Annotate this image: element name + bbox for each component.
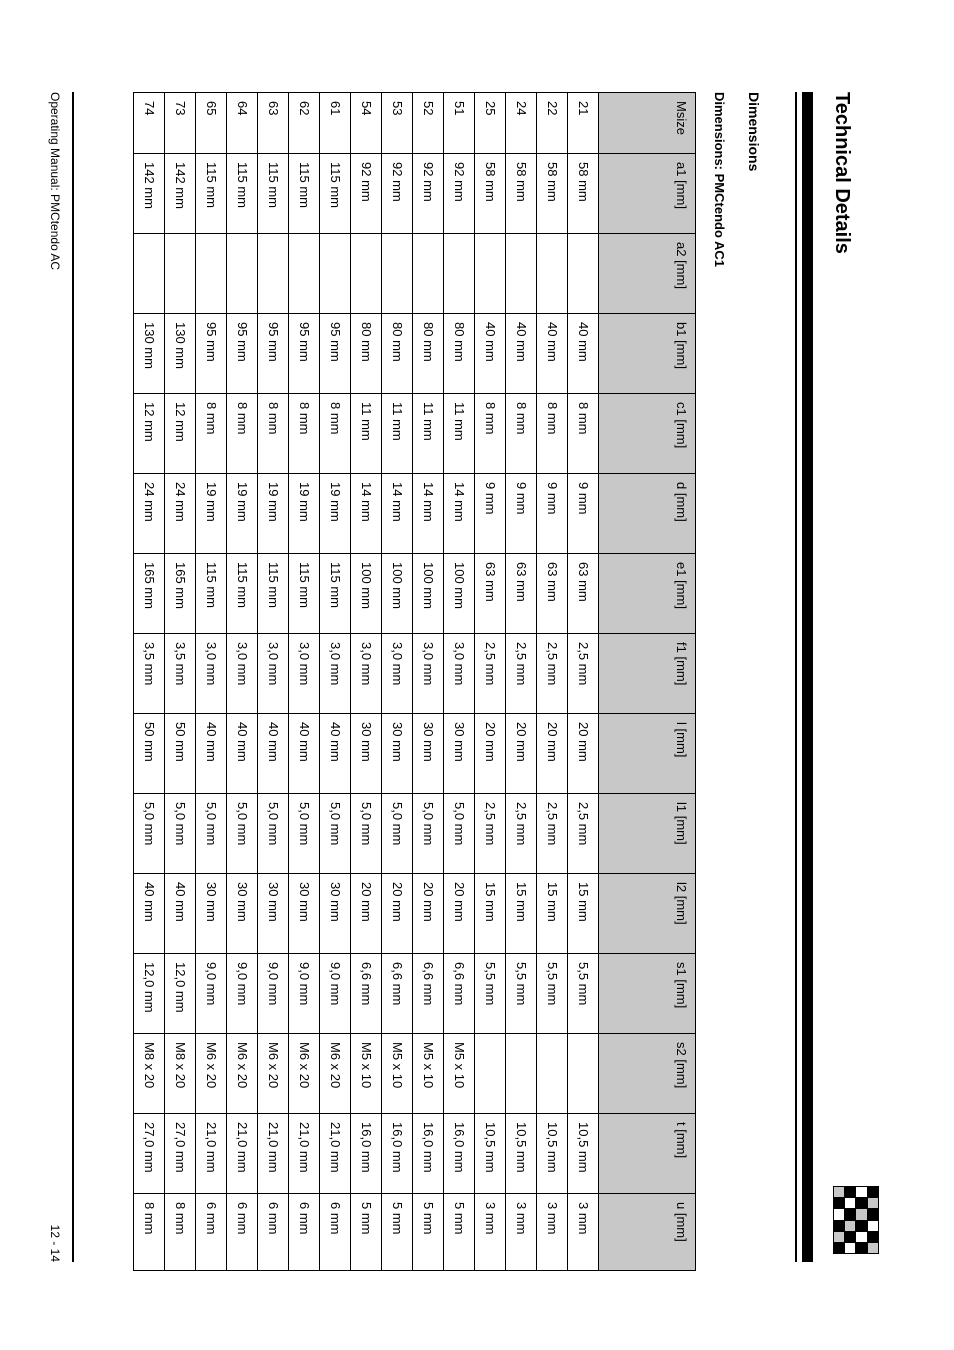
table-cell: 5 mm [444, 1194, 475, 1271]
table-row [320, 93, 351, 1271]
table-cell: 24 mm [165, 474, 196, 554]
brand-logo-icon [833, 1186, 879, 1254]
table-cell: 3 mm [475, 1194, 506, 1271]
table-cell: 5,0 mm [444, 794, 475, 874]
table-cell: 20 mm [444, 874, 475, 954]
table-cell: M6 x 20 [289, 1034, 320, 1114]
column-header: s1 [mm] [599, 954, 696, 1034]
table-cell: 8 mm [289, 394, 320, 474]
table-cell [568, 1034, 599, 1114]
table-cell: M6 x 20 [258, 1034, 289, 1114]
table-cell: 63 mm [568, 554, 599, 634]
table-cell: 20 mm [568, 714, 599, 794]
table-cell: 30 mm [351, 714, 382, 794]
table-cell: M8 x 20 [165, 1034, 196, 1114]
table-cell: 14 mm [382, 474, 413, 554]
table-cell: 19 mm [196, 474, 227, 554]
table-cell: 92 mm [382, 154, 413, 234]
table-cell: 19 mm [258, 474, 289, 554]
table-cell: 6 mm [320, 1194, 351, 1271]
page-number: 12 - 14 [48, 1224, 62, 1262]
table-row [413, 93, 444, 1271]
table-cell: 30 mm [258, 874, 289, 954]
table-cell: 5 mm [382, 1194, 413, 1271]
table-cell: 8 mm [506, 394, 537, 474]
table-cell: 12 mm [165, 394, 196, 474]
column-header: b1 [mm] [599, 314, 696, 394]
table-cell: 92 mm [351, 154, 382, 234]
footer-rule [72, 92, 74, 1262]
table-cell: 6 mm [258, 1194, 289, 1271]
table-cell: 2,5 mm [537, 634, 568, 714]
table-cell: 40 mm [134, 874, 165, 954]
column-header: e1 [mm] [599, 554, 696, 634]
table-cell: 3,0 mm [289, 634, 320, 714]
table-row [289, 93, 320, 1271]
table-cell: 6,6 mm [444, 954, 475, 1034]
table-cell: 24 [506, 93, 537, 154]
table-cell: 21,0 mm [320, 1114, 351, 1194]
column-header: Msize [599, 93, 696, 154]
table-cell: 21,0 mm [258, 1114, 289, 1194]
table-cell: 95 mm [320, 314, 351, 394]
table-cell: 58 mm [506, 154, 537, 234]
table-cell: 21,0 mm [289, 1114, 320, 1194]
table-cell: 10,5 mm [506, 1114, 537, 1194]
table-row [165, 93, 196, 1271]
table-cell [444, 234, 475, 314]
table-cell: 115 mm [258, 554, 289, 634]
table-cell: 5 mm [351, 1194, 382, 1271]
table-cell: 9,0 mm [227, 954, 258, 1034]
table-cell: 8 mm [134, 1194, 165, 1271]
table-cell: 52 [413, 93, 444, 154]
table-cell: 3,0 mm [444, 634, 475, 714]
table-cell: 3 mm [568, 1194, 599, 1271]
table-cell: 8 mm [568, 394, 599, 474]
table-cell: 6 mm [196, 1194, 227, 1271]
table-cell: 115 mm [227, 154, 258, 234]
table-cell: 16,0 mm [351, 1114, 382, 1194]
table-cell: 8 mm [475, 394, 506, 474]
table-cell: 2,5 mm [537, 794, 568, 874]
table-cell: 5,0 mm [320, 794, 351, 874]
table-cell: 63 mm [506, 554, 537, 634]
table-row [351, 93, 382, 1271]
table-cell: 15 mm [475, 874, 506, 954]
table-cell: 10,5 mm [537, 1114, 568, 1194]
table-cell: 115 mm [196, 154, 227, 234]
table-cell: 15 mm [537, 874, 568, 954]
section-heading: Dimensions [746, 92, 762, 172]
table-cell: 50 mm [165, 714, 196, 794]
table-cell: 40 mm [320, 714, 351, 794]
table-cell: 100 mm [444, 554, 475, 634]
table-cell: 80 mm [382, 314, 413, 394]
table-cell [475, 234, 506, 314]
table-cell: 2,5 mm [506, 634, 537, 714]
table-cell: 142 mm [165, 154, 196, 234]
table-cell: M6 x 20 [227, 1034, 258, 1114]
table-cell: 100 mm [382, 554, 413, 634]
table-cell: 40 mm [475, 314, 506, 394]
table-cell: 8 mm [537, 394, 568, 474]
column-header: u [mm] [599, 1194, 696, 1271]
table-row [382, 93, 413, 1271]
table-cell: M5 x 10 [413, 1034, 444, 1114]
table-cell: M6 x 20 [196, 1034, 227, 1114]
table-cell: 95 mm [289, 314, 320, 394]
table-cell: 3,0 mm [351, 634, 382, 714]
table-cell: 19 mm [289, 474, 320, 554]
column-header: f1 [mm] [599, 634, 696, 714]
table-cell [506, 1034, 537, 1114]
table-cell: 11 mm [413, 394, 444, 474]
column-header: a1 [mm] [599, 154, 696, 234]
table-cell: 19 mm [320, 474, 351, 554]
table-cell: 11 mm [351, 394, 382, 474]
table-cell: 64 [227, 93, 258, 154]
table-cell: 3 mm [506, 1194, 537, 1271]
page-title: Technical Details [831, 92, 853, 254]
table-row [227, 93, 258, 1271]
table-cell: 19 mm [227, 474, 258, 554]
title-rule-thick [802, 92, 813, 1262]
table-cell: 3,0 mm [382, 634, 413, 714]
column-header: c1 [mm] [599, 394, 696, 474]
table-cell: 115 mm [320, 154, 351, 234]
table-cell [413, 234, 444, 314]
table-cell [196, 234, 227, 314]
column-header: s2 [mm] [599, 1034, 696, 1114]
table-cell: 40 mm [165, 874, 196, 954]
table-cell: 95 mm [258, 314, 289, 394]
table-cell: 5,5 mm [506, 954, 537, 1034]
table-cell: 115 mm [289, 554, 320, 634]
table-cell: M8 x 20 [134, 1034, 165, 1114]
table-cell: 12,0 mm [165, 954, 196, 1034]
table-cell: 25 [475, 93, 506, 154]
table-cell: 58 mm [475, 154, 506, 234]
table-cell: 6 mm [289, 1194, 320, 1271]
column-header: l2 [mm] [599, 874, 696, 954]
table-cell: 5,0 mm [165, 794, 196, 874]
table-cell: 3,0 mm [413, 634, 444, 714]
table-cell: 8 mm [258, 394, 289, 474]
table-cell: 3,0 mm [320, 634, 351, 714]
table-cell: 5,0 mm [413, 794, 444, 874]
table-cell: 6,6 mm [382, 954, 413, 1034]
table-cell: 16,0 mm [413, 1114, 444, 1194]
table-cell: 61 [320, 93, 351, 154]
table-cell: 130 mm [165, 314, 196, 394]
table-cell: 20 mm [537, 714, 568, 794]
table-cell: 2,5 mm [475, 634, 506, 714]
table-cell: 115 mm [320, 554, 351, 634]
table-cell: 63 mm [537, 554, 568, 634]
table-cell: 115 mm [196, 554, 227, 634]
table-cell: 5,0 mm [351, 794, 382, 874]
table-cell: 5,0 mm [258, 794, 289, 874]
table-cell [537, 1034, 568, 1114]
column-header: l [mm] [599, 714, 696, 794]
table-body [134, 93, 599, 1271]
table-cell [351, 234, 382, 314]
table-cell: 40 mm [227, 714, 258, 794]
table-cell: 51 [444, 93, 475, 154]
table-cell: 40 mm [568, 314, 599, 394]
table-cell: 3,0 mm [196, 634, 227, 714]
table-row [258, 93, 289, 1271]
table-cell: 3,0 mm [227, 634, 258, 714]
table-cell: 40 mm [196, 714, 227, 794]
table-cell: 54 [351, 93, 382, 154]
table-cell: 9,0 mm [320, 954, 351, 1034]
table-cell [258, 234, 289, 314]
table-cell: 15 mm [568, 874, 599, 954]
table-cell [475, 1034, 506, 1114]
table-cell: 40 mm [506, 314, 537, 394]
table-cell: 6 mm [227, 1194, 258, 1271]
table-cell [506, 234, 537, 314]
table-row [444, 93, 475, 1271]
table-cell: 30 mm [227, 874, 258, 954]
table-cell: 5,5 mm [537, 954, 568, 1034]
table-cell: 63 [258, 93, 289, 154]
table-cell: 142 mm [134, 154, 165, 234]
table-cell: 30 mm [382, 714, 413, 794]
table-cell: 20 mm [382, 874, 413, 954]
table-cell: 5 mm [413, 1194, 444, 1271]
table-cell: 165 mm [165, 554, 196, 634]
table-cell: 30 mm [196, 874, 227, 954]
table-cell: 11 mm [444, 394, 475, 474]
table-cell: 74 [134, 93, 165, 154]
table-cell: 100 mm [413, 554, 444, 634]
table-cell: 9 mm [506, 474, 537, 554]
table-cell: 50 mm [134, 714, 165, 794]
column-header: t [mm] [599, 1114, 696, 1194]
table-cell: M5 x 10 [351, 1034, 382, 1114]
table-cell: 165 mm [134, 554, 165, 634]
table-cell [382, 234, 413, 314]
table-cell: 5,0 mm [289, 794, 320, 874]
table-cell: 11 mm [382, 394, 413, 474]
table-cell: 21,0 mm [227, 1114, 258, 1194]
table-cell: 58 mm [568, 154, 599, 234]
table-cell: 30 mm [289, 874, 320, 954]
table-cell: 5,0 mm [382, 794, 413, 874]
table-cell: 80 mm [351, 314, 382, 394]
table-cell: 30 mm [444, 714, 475, 794]
table-cell: 10,5 mm [475, 1114, 506, 1194]
table-cell: 10,5 mm [568, 1114, 599, 1194]
table-cell: 40 mm [289, 714, 320, 794]
table-cell: 115 mm [227, 554, 258, 634]
table-cell: 62 [289, 93, 320, 154]
table-cell: 63 mm [475, 554, 506, 634]
table-cell: 65 [196, 93, 227, 154]
table-cell: 27,0 mm [134, 1114, 165, 1194]
table-cell [289, 234, 320, 314]
title-rule-thin [795, 92, 797, 1262]
table-cell: 6,6 mm [351, 954, 382, 1034]
table-row [475, 93, 506, 1271]
table-cell: 5,0 mm [134, 794, 165, 874]
column-header: d [mm] [599, 474, 696, 554]
table-cell: 12 mm [134, 394, 165, 474]
table-cell: 2,5 mm [568, 794, 599, 874]
table-cell: M5 x 10 [444, 1034, 475, 1114]
table-cell: 73 [165, 93, 196, 154]
table-cell: 9 mm [568, 474, 599, 554]
table-cell: 15 mm [506, 874, 537, 954]
table-cell: 21,0 mm [196, 1114, 227, 1194]
table-cell: 20 mm [506, 714, 537, 794]
table-row [506, 93, 537, 1271]
table-cell: 3,5 mm [165, 634, 196, 714]
table-cell: 9,0 mm [258, 954, 289, 1034]
table-cell: 9 mm [475, 474, 506, 554]
table-cell: 115 mm [289, 154, 320, 234]
table-cell: 16,0 mm [444, 1114, 475, 1194]
table-cell: 6,6 mm [413, 954, 444, 1034]
table-cell: 3,0 mm [258, 634, 289, 714]
table-cell: 5,0 mm [196, 794, 227, 874]
table-cell: 8 mm [320, 394, 351, 474]
table-cell: 9,0 mm [289, 954, 320, 1034]
table-cell: 92 mm [413, 154, 444, 234]
table-cell: 95 mm [227, 314, 258, 394]
table-cell [227, 234, 258, 314]
table-cell: 92 mm [444, 154, 475, 234]
table-cell [320, 234, 351, 314]
table-cell: 8 mm [165, 1194, 196, 1271]
table-cell: 14 mm [351, 474, 382, 554]
table-cell: 3,5 mm [134, 634, 165, 714]
table-cell: 9,0 mm [196, 954, 227, 1034]
table-cell: 16,0 mm [382, 1114, 413, 1194]
table-cell: 2,5 mm [506, 794, 537, 874]
table-cell: 14 mm [444, 474, 475, 554]
table-cell: 20 mm [351, 874, 382, 954]
table-cell [568, 234, 599, 314]
table-cell: 3 mm [537, 1194, 568, 1271]
table-cell: 9 mm [537, 474, 568, 554]
section-subheading: Dimensions: PMCtendo AC1 [712, 92, 727, 268]
table-cell: 130 mm [134, 314, 165, 394]
table-cell: 5,5 mm [475, 954, 506, 1034]
table-cell: 2,5 mm [568, 634, 599, 714]
table-cell: 40 mm [537, 314, 568, 394]
table-cell: 14 mm [413, 474, 444, 554]
table-cell: 95 mm [196, 314, 227, 394]
table-cell: 20 mm [413, 874, 444, 954]
table-cell: 27,0 mm [165, 1114, 196, 1194]
table-cell: M5 x 10 [382, 1034, 413, 1114]
table-cell: 24 mm [134, 474, 165, 554]
table-cell: 2,5 mm [475, 794, 506, 874]
table-header-row [599, 93, 696, 1271]
table-cell: 8 mm [227, 394, 258, 474]
table-row [568, 93, 599, 1271]
table-cell: 30 mm [413, 714, 444, 794]
table-cell: 40 mm [258, 714, 289, 794]
table-cell: M6 x 20 [320, 1034, 351, 1114]
table-cell: 22 [537, 93, 568, 154]
footer-manual-title: Operating Manual: PMCtendo AC [48, 92, 62, 271]
table-cell: 80 mm [444, 314, 475, 394]
table-cell: 21 [568, 93, 599, 154]
table-cell [537, 234, 568, 314]
table-cell: 58 mm [537, 154, 568, 234]
table-cell: 115 mm [258, 154, 289, 234]
table-cell: 5,5 mm [568, 954, 599, 1034]
table-cell: 80 mm [413, 314, 444, 394]
table-row [537, 93, 568, 1271]
table-cell [165, 234, 196, 314]
table-cell: 100 mm [351, 554, 382, 634]
column-header: a2 [mm] [599, 234, 696, 314]
table-row [134, 93, 165, 1271]
table-cell: 30 mm [320, 874, 351, 954]
table-cell: 53 [382, 93, 413, 154]
table-row [196, 93, 227, 1271]
table-cell: 5,0 mm [227, 794, 258, 874]
dimensions-table [133, 92, 696, 1271]
table-cell [134, 234, 165, 314]
table-cell: 8 mm [196, 394, 227, 474]
table-cell: 12,0 mm [134, 954, 165, 1034]
column-header: l1 [mm] [599, 794, 696, 874]
table-cell: 20 mm [475, 714, 506, 794]
